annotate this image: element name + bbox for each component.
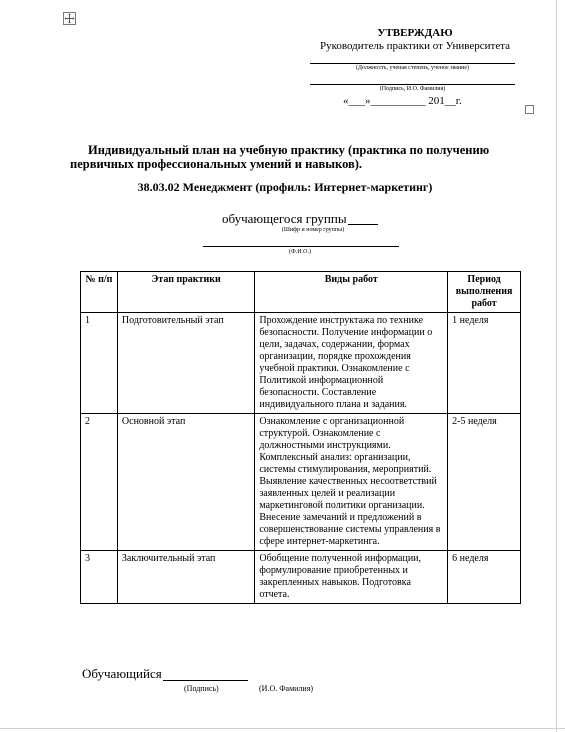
table-resize-handle-icon[interactable] xyxy=(525,105,534,114)
row-work: Обобщение полученной информации, формулирование приобретенных и закрепленных навыков. Подготовка отчета. xyxy=(255,551,448,604)
row-number: 3 xyxy=(81,551,118,604)
row-number: 1 xyxy=(81,313,118,414)
position-line xyxy=(310,63,515,64)
approval-date: «___»__________ 201__г. xyxy=(343,95,462,107)
student-name-caption: (И.О. Фамилия) xyxy=(259,684,314,693)
table-header-row xyxy=(81,272,521,313)
plan-table xyxy=(80,271,521,604)
row-work: Прохождение инструктажа по технике безопасности. Получение информации о цели, задачах, содержании, формах организации, порядке прохождения учебной практики. Ознакомление с Политикой информационной безопасности. Составление индивидуального плана и задания. xyxy=(255,313,448,414)
approval-title: УТВЕРЖДАЮ xyxy=(377,27,453,39)
group-label: обучающегося группы xyxy=(222,211,347,226)
student-sign-caption: (Подпись) xyxy=(184,684,219,693)
page-edge-bottom xyxy=(0,728,565,729)
approval-role: Руководитель практики от Университета xyxy=(319,40,511,52)
row-work: Ознакомление с организационной структурой. Ознакомление с должностными инструкциями. Комплексный анализ: организации, системы стимулирования, мероприятий. Выявление качественных несоответствий заявленных целей и реализации маркетинговой политики организации. Внесение замечаний и предложений в совершенствование системы управления в сфере интернет-маркетинга. xyxy=(255,414,448,551)
header-period: Период выполнения работ xyxy=(448,272,521,313)
group-underline xyxy=(348,224,378,225)
group-caption: (Шифр и номер группы) xyxy=(281,227,345,233)
row-period: 6 неделя xyxy=(448,551,521,604)
position-caption: (Должность, ученая степень, ученое звание) xyxy=(355,65,470,71)
program-name: 38.03.02 Менеджмент (профиль: Интернет-маркетинг) xyxy=(137,180,433,194)
signature-line xyxy=(310,84,515,85)
plan-title: Индивидуальный план на учебную практику (практика по получению первичных профессиональных умений и навыков). xyxy=(70,143,490,171)
row-number: 2 xyxy=(81,414,118,551)
row-period: 2-5 неделя xyxy=(448,414,521,551)
table-row xyxy=(81,551,521,604)
row-period: 1 неделя xyxy=(448,313,521,414)
header-stage: Этап практики xyxy=(117,272,254,313)
header-work: Виды работ xyxy=(255,272,448,313)
header-number: № п/п xyxy=(81,272,118,313)
page-edge-right xyxy=(556,0,557,732)
fio-caption: (Ф.И.О.) xyxy=(289,249,311,255)
student-signature-line xyxy=(163,680,248,681)
row-stage: Подготовительный этап xyxy=(117,313,254,414)
row-stage: Заключительный этап xyxy=(117,551,254,604)
row-stage: Основной этап xyxy=(117,414,254,551)
signature-caption: (Подпись, И.О. Фамилия) xyxy=(379,86,446,92)
student-label: Обучающийся xyxy=(82,666,162,681)
table-row xyxy=(81,313,521,414)
table-row xyxy=(81,414,521,551)
table-move-handle-icon[interactable] xyxy=(63,12,76,25)
fio-line xyxy=(203,246,399,247)
